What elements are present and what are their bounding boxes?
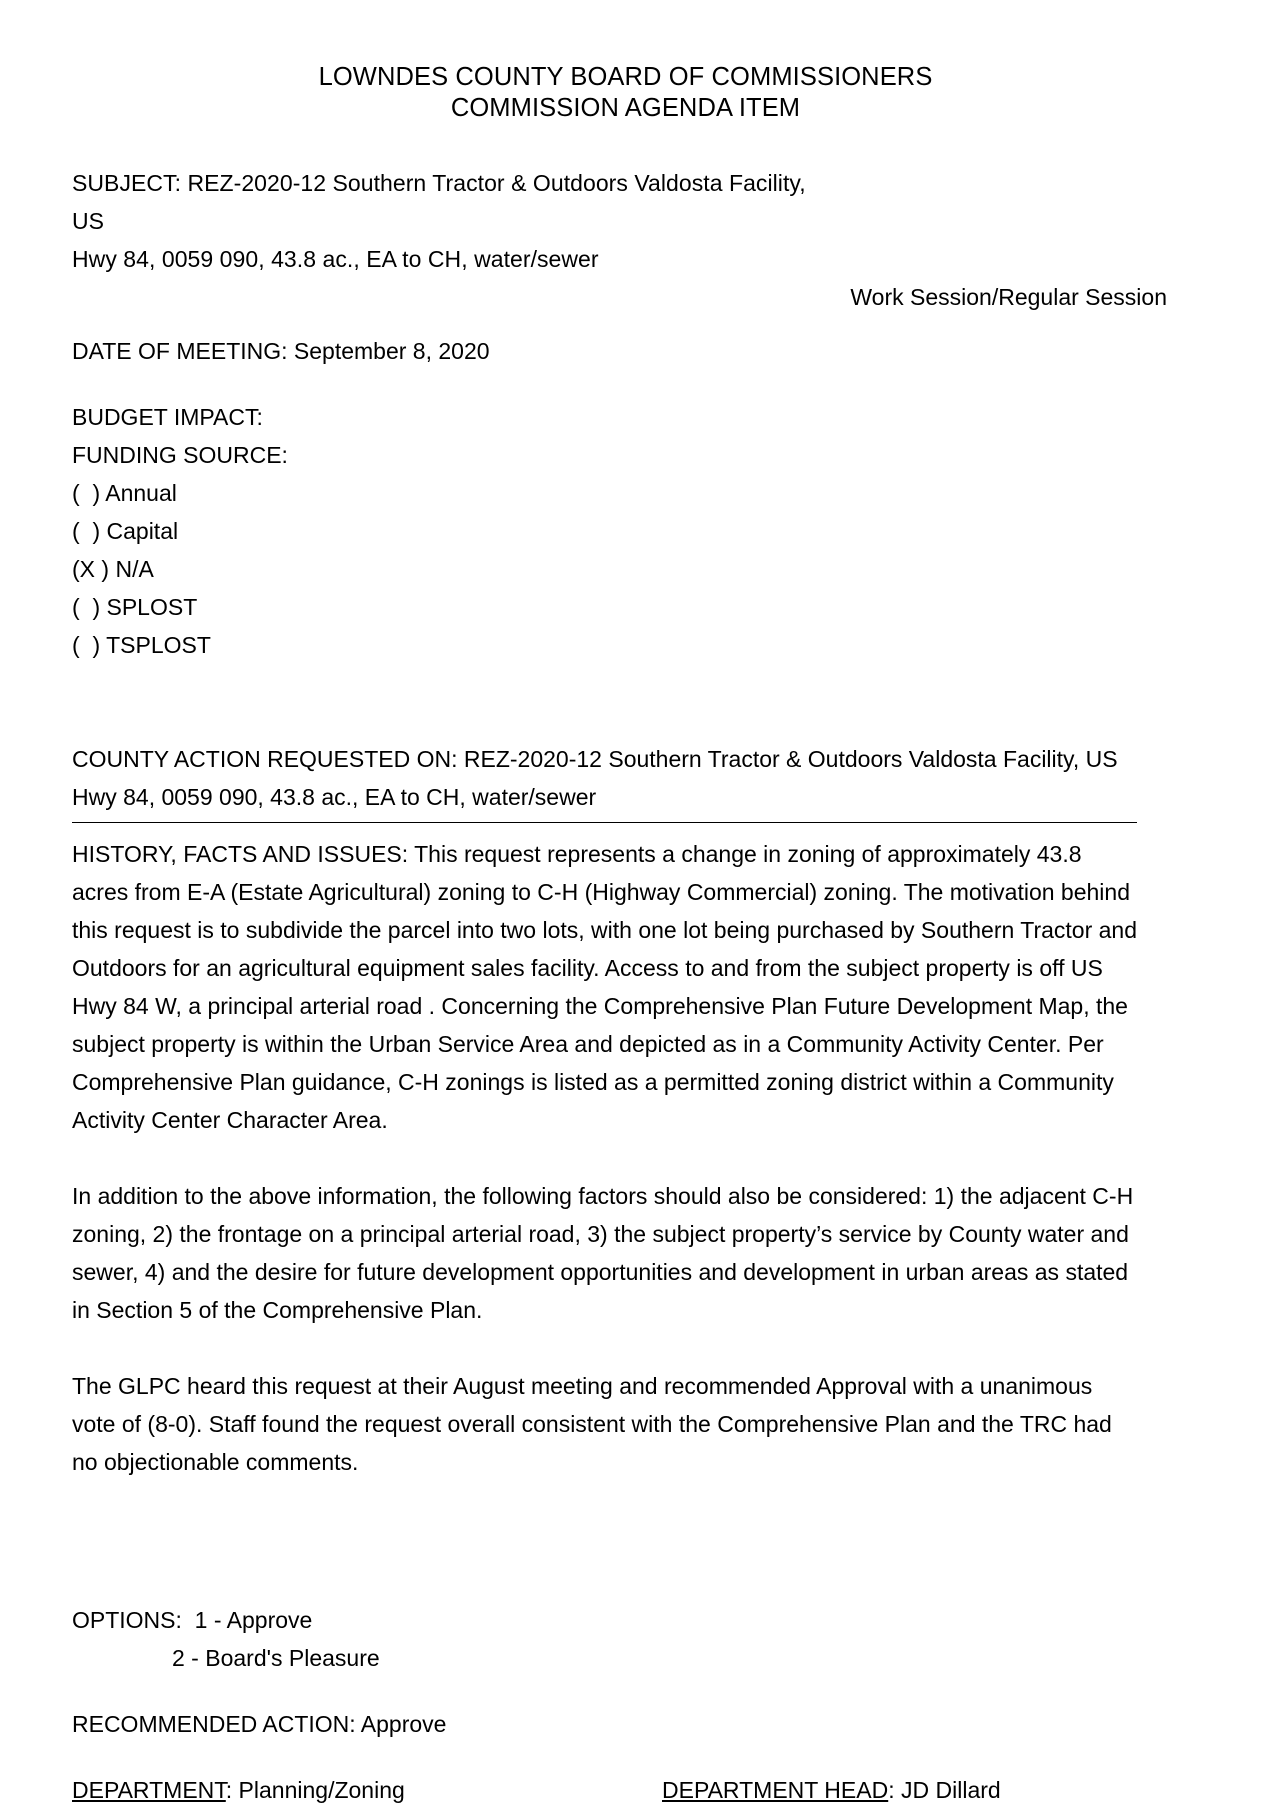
checkbox-annual[interactable]: ( )	[72, 480, 101, 506]
funding-option-label: SPLOST	[106, 594, 198, 620]
funding-option-tsplost[interactable]	[72, 626, 1179, 664]
history-paragraph-3: The GLPC heard this request at their August meeting and recommended Approval with a unanimous vote of (8-0). Staff found the request overall consistent with the Comprehensive Plan and the TRC had no objectionable comments.	[72, 1373, 1112, 1475]
checkbox-tsplost[interactable]: ( )	[72, 632, 101, 658]
options-line-2: 2 - Board's Pleasure	[172, 1645, 380, 1671]
spacer	[72, 370, 1179, 398]
document-title	[72, 62, 1179, 124]
funding-option-label: Capital	[106, 518, 179, 544]
funding-option-annual[interactable]	[72, 474, 1179, 512]
department-value: : Planning/Zoning	[225, 1777, 405, 1803]
recommended-action: RECOMMENDED ACTION: Approve	[72, 1711, 447, 1737]
funding-option-splost[interactable]	[72, 588, 1179, 626]
funding-option-label: N/A	[115, 556, 154, 582]
budget-impact-label: BUDGET IMPACT:	[72, 404, 263, 430]
document-title-line-2: COMMISSION AGENDA ITEM	[450, 94, 801, 122]
subject-line-2: Hwy 84, 0059 090, 43.8 ac., EA to CH, water/sewer	[72, 246, 599, 272]
spacer	[72, 664, 1179, 740]
title-spacer	[72, 124, 1179, 164]
funding-source-list	[72, 474, 1179, 664]
history-paragraph-2: In addition to the above information, the following factors should also be considered: 1) the adjacent C-H zoning, 2) the frontage on a principal arterial road, 3) the subject property’s service by County water and sewer, 4) and the desire for future development opportunities and development in urban areas as stated in Section 5 of the Comprehensive Plan.	[72, 1183, 1134, 1323]
department-head-label: DEPARTMENT HEAD	[662, 1777, 889, 1803]
department-label: DEPARTMENT	[72, 1777, 226, 1803]
options-block	[72, 1601, 1179, 1677]
county-action-requested: COUNTY ACTION REQUESTED ON: REZ-2020-12 Southern Tractor & Outdoors Valdosta Facility, US Hwy 84, 0059 090, 43.8 ac., EA to CH, water/sewer	[72, 746, 1118, 810]
funding-option-label: TSPLOST	[106, 632, 211, 658]
funding-option-capital[interactable]	[72, 512, 1179, 550]
spacer	[72, 316, 1179, 332]
funding-option-na[interactable]	[72, 550, 1179, 588]
checkbox-na[interactable]: (X )	[72, 556, 110, 582]
section-divider	[72, 822, 1137, 823]
checkbox-capital[interactable]: ( )	[72, 518, 101, 544]
department-head-field	[662, 1771, 1179, 1809]
checkbox-splost[interactable]: ( )	[72, 594, 101, 620]
session-type: Work Session/Regular Session	[850, 284, 1167, 310]
department-row	[72, 1771, 1179, 1809]
spacer	[72, 1481, 1179, 1601]
department-head-value: : JD Dillard	[888, 1777, 1001, 1803]
subject-block	[72, 164, 832, 278]
document-title-line-1: LOWNDES COUNTY BOARD OF COMMISSIONERS	[318, 63, 933, 91]
options-line-1: OPTIONS: 1 - Approve	[72, 1607, 313, 1633]
date-of-meeting: DATE OF MEETING: September 8, 2020	[72, 338, 490, 364]
funding-option-label: Annual	[105, 480, 177, 506]
history-paragraph-1: HISTORY, FACTS AND ISSUES: This request represents a change in zoning of approximately 43.8 acres from E-A (Estate Agricultural) zoning to C-H (Highway Commercial) zoning. The motivation behind this request is to subdivide the parcel into two lots, with one lot being purchased by Southern Tractor and Outdoors for an agricultural equipment sales facility. Access to and from the subject property is off US Hwy 84 W, a principal arterial road . Concerning the Comprehensive Plan Future Development Map, the subject property is within the Urban Service Area and depicted as in a Community Activity Center. Per Comprehensive Plan guidance, C-H zonings is listed as a permitted zoning district within a Community Activity Center Character Area.	[72, 841, 1138, 1133]
spacer	[72, 1677, 1179, 1705]
spacer	[72, 1743, 1179, 1771]
department-field	[72, 1771, 662, 1809]
subject-line-1: SUBJECT: REZ-2020-12 Southern Tractor & Outdoors Valdosta Facility, US	[72, 170, 806, 234]
funding-source-label: FUNDING SOURCE:	[72, 442, 288, 468]
